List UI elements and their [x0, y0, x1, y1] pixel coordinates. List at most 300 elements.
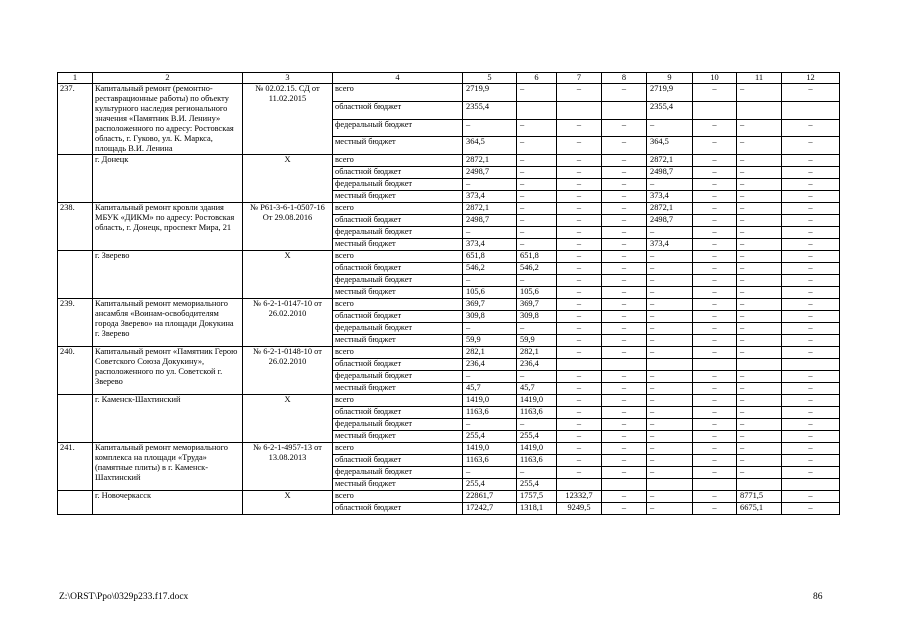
amount-cell: –	[693, 215, 737, 227]
amount-cell: –	[557, 203, 602, 215]
amount-cell: 1757,5	[517, 491, 557, 503]
amount-cell: –	[693, 383, 737, 395]
table-row	[58, 395, 840, 407]
amount-cell: –	[737, 137, 782, 155]
funding-source: федеральный бюджет	[333, 227, 463, 239]
funding-source: всего	[333, 347, 463, 359]
amount-cell: –	[557, 311, 602, 323]
amount-cell: –	[557, 431, 602, 443]
amount-cell: –	[517, 179, 557, 191]
funding-source: областной бюджет	[333, 455, 463, 467]
column-number: 9	[647, 73, 693, 84]
table-row	[58, 155, 840, 167]
amount-cell: –	[647, 275, 693, 287]
amount-cell: 2355,4	[463, 101, 517, 119]
amount-cell: –	[557, 119, 602, 137]
amount-cell: –	[557, 239, 602, 251]
amount-cell	[737, 359, 782, 371]
amount-cell: –	[602, 311, 647, 323]
amount-cell: 373,4	[647, 239, 693, 251]
amount-cell: –	[517, 203, 557, 215]
amount-cell: 282,1	[517, 347, 557, 359]
column-number: 1	[58, 73, 93, 84]
funding-source: областной бюджет	[333, 215, 463, 227]
funding-source: федеральный бюджет	[333, 419, 463, 431]
amount-cell: –	[782, 443, 840, 455]
amount-cell: –	[602, 239, 647, 251]
amount-cell: –	[647, 335, 693, 347]
amount-cell: –	[737, 203, 782, 215]
amount-cell: 1163,6	[517, 455, 557, 467]
funding-source: областной бюджет	[333, 311, 463, 323]
amount-cell: –	[557, 215, 602, 227]
amount-cell: 236,4	[463, 359, 517, 371]
amount-cell: –	[647, 503, 693, 515]
column-number: 4	[333, 73, 463, 84]
table-row	[58, 84, 840, 102]
object-name: г. Донецк	[93, 155, 243, 203]
amount-cell: –	[557, 443, 602, 455]
amount-cell: –	[782, 311, 840, 323]
funding-source: местный бюджет	[333, 479, 463, 491]
funding-source: местный бюджет	[333, 431, 463, 443]
amount-cell: –	[647, 395, 693, 407]
amount-cell: 364,5	[463, 137, 517, 155]
amount-cell: –	[782, 119, 840, 137]
amount-cell: –	[737, 443, 782, 455]
amount-cell: 282,1	[463, 347, 517, 359]
amount-cell: –	[782, 137, 840, 155]
amount-cell: –	[557, 227, 602, 239]
column-number: 6	[517, 73, 557, 84]
amount-cell: –	[693, 347, 737, 359]
amount-cell: –	[693, 167, 737, 179]
amount-cell: –	[463, 371, 517, 383]
amount-cell: 2719,9	[647, 84, 693, 102]
amount-cell: 59,9	[517, 335, 557, 347]
funding-source: областной бюджет	[333, 101, 463, 119]
amount-cell: –	[693, 419, 737, 431]
column-number: 3	[243, 73, 333, 84]
object-name: Капитальный ремонт (ремонтно-реставрационные работы) по объекту культурного наследия регионального значения «Памятник В.И. Ленину» расположенного по адресу: Ростовская область, г. Гуково, ул. К. Маркса, площадь В.И. Ленина	[93, 84, 243, 155]
amount-cell: –	[647, 431, 693, 443]
amount-cell: –	[602, 119, 647, 137]
amount-cell: –	[693, 503, 737, 515]
amount-cell: –	[782, 287, 840, 299]
amount-cell: –	[517, 137, 557, 155]
funding-source: всего	[333, 203, 463, 215]
amount-cell: –	[557, 419, 602, 431]
amount-cell: –	[517, 167, 557, 179]
amount-cell: 2872,1	[463, 203, 517, 215]
amount-cell: –	[737, 419, 782, 431]
amount-cell: 2498,7	[647, 167, 693, 179]
object-name: г. Зверево	[93, 251, 243, 299]
amount-cell: 105,6	[463, 287, 517, 299]
amount-cell: 369,7	[463, 299, 517, 311]
table-header-row	[58, 73, 840, 84]
amount-cell: –	[557, 395, 602, 407]
funding-source: местный бюджет	[333, 335, 463, 347]
amount-cell	[693, 101, 737, 119]
funding-source: всего	[333, 491, 463, 503]
amount-cell	[782, 479, 840, 491]
amount-cell: –	[647, 491, 693, 503]
funding-source: областной бюджет	[333, 407, 463, 419]
amount-cell: 373,4	[463, 239, 517, 251]
column-number: 11	[737, 73, 782, 84]
amount-cell: 2872,1	[647, 203, 693, 215]
amount-cell: –	[557, 383, 602, 395]
amount-cell	[557, 479, 602, 491]
amount-cell: –	[602, 347, 647, 359]
amount-cell: –	[517, 227, 557, 239]
funding-source: федеральный бюджет	[333, 467, 463, 479]
amount-cell: –	[557, 191, 602, 203]
object-name: г. Каменск-Шахтинский	[93, 395, 243, 443]
amount-cell: 255,4	[517, 479, 557, 491]
document-reference: № 6-2-1-0147-10 от 26.02.2010	[243, 299, 333, 347]
amount-cell: –	[693, 119, 737, 137]
funding-source: федеральный бюджет	[333, 179, 463, 191]
amount-cell: 546,2	[463, 263, 517, 275]
table-row	[58, 203, 840, 215]
amount-cell: –	[782, 275, 840, 287]
amount-cell	[557, 101, 602, 119]
amount-cell: –	[647, 311, 693, 323]
amount-cell	[647, 359, 693, 371]
amount-cell: 45,7	[463, 383, 517, 395]
amount-cell: –	[602, 251, 647, 263]
amount-cell	[782, 359, 840, 371]
amount-cell: –	[782, 467, 840, 479]
amount-cell: 17242,7	[463, 503, 517, 515]
item-number: 240.	[58, 347, 93, 395]
amount-cell: –	[602, 467, 647, 479]
table-row	[58, 251, 840, 263]
amount-cell: 6675,1	[737, 503, 782, 515]
amount-cell: 364,5	[647, 137, 693, 155]
amount-cell: –	[647, 299, 693, 311]
amount-cell: –	[693, 335, 737, 347]
document-reference: Х	[243, 395, 333, 443]
amount-cell: –	[602, 155, 647, 167]
amount-cell: –	[782, 227, 840, 239]
funding-source: местный бюджет	[333, 137, 463, 155]
amount-cell: –	[517, 119, 557, 137]
amount-cell: –	[737, 455, 782, 467]
amount-cell: –	[693, 299, 737, 311]
amount-cell: –	[693, 407, 737, 419]
amount-cell: 2498,7	[647, 215, 693, 227]
amount-cell: –	[517, 275, 557, 287]
amount-cell: –	[693, 287, 737, 299]
object-name: г. Новочеркасск	[93, 491, 243, 515]
amount-cell: –	[602, 137, 647, 155]
amount-cell: –	[693, 431, 737, 443]
amount-cell: –	[737, 383, 782, 395]
amount-cell: 309,8	[463, 311, 517, 323]
amount-cell: 1419,0	[517, 443, 557, 455]
amount-cell: –	[782, 431, 840, 443]
amount-cell: –	[737, 287, 782, 299]
amount-cell: –	[693, 491, 737, 503]
amount-cell: –	[647, 251, 693, 263]
amount-cell: 22861,7	[463, 491, 517, 503]
amount-cell: –	[602, 191, 647, 203]
amount-cell: 1419,0	[463, 395, 517, 407]
amount-cell: –	[647, 419, 693, 431]
amount-cell: –	[602, 227, 647, 239]
amount-cell: –	[782, 239, 840, 251]
item-number	[58, 491, 93, 515]
amount-cell: –	[782, 407, 840, 419]
funding-source: областной бюджет	[333, 167, 463, 179]
amount-cell: –	[782, 419, 840, 431]
amount-cell: –	[602, 395, 647, 407]
amount-cell: 8771,5	[737, 491, 782, 503]
amount-cell: –	[737, 263, 782, 275]
document-reference: № 02.02.15. СД от 11.02.2015	[243, 84, 333, 155]
amount-cell: 255,4	[463, 431, 517, 443]
amount-cell: –	[602, 287, 647, 299]
amount-cell: –	[782, 395, 840, 407]
amount-cell: –	[737, 155, 782, 167]
amount-cell: –	[782, 191, 840, 203]
amount-cell: –	[517, 84, 557, 102]
item-number: 239.	[58, 299, 93, 347]
amount-cell: –	[693, 155, 737, 167]
amount-cell: –	[782, 491, 840, 503]
amount-cell: –	[737, 395, 782, 407]
amount-cell: –	[693, 251, 737, 263]
amount-cell: –	[737, 431, 782, 443]
amount-cell: –	[737, 215, 782, 227]
amount-cell: –	[463, 227, 517, 239]
amount-cell: –	[557, 455, 602, 467]
amount-cell	[782, 101, 840, 119]
amount-cell: –	[782, 347, 840, 359]
column-number: 12	[782, 73, 840, 84]
amount-cell: –	[693, 467, 737, 479]
amount-cell: –	[693, 395, 737, 407]
amount-cell: –	[782, 383, 840, 395]
amount-cell: –	[557, 467, 602, 479]
amount-cell: –	[693, 275, 737, 287]
item-number	[58, 251, 93, 299]
amount-cell: 2498,7	[463, 167, 517, 179]
amount-cell: –	[557, 371, 602, 383]
object-name: Капитальный ремонт мемориального комплекса на площади «Труда» (памятные плиты) в г. Каменск-Шахтинский	[93, 443, 243, 491]
amount-cell	[693, 479, 737, 491]
object-name: Капитальный ремонт «Памятник Герою Советского Союза Докукину», расположенного по ул. Советской г. Зверево	[93, 347, 243, 395]
amount-cell: 373,4	[647, 191, 693, 203]
amount-cell: 1163,6	[463, 407, 517, 419]
amount-cell: –	[737, 251, 782, 263]
amount-cell: –	[737, 347, 782, 359]
amount-cell: –	[647, 119, 693, 137]
amount-cell: –	[782, 455, 840, 467]
amount-cell: –	[517, 215, 557, 227]
amount-cell: –	[602, 299, 647, 311]
document-reference: № 6-2-1-4957-13 от 13.08.2013	[243, 443, 333, 491]
amount-cell: –	[463, 179, 517, 191]
page-number: 86	[813, 592, 823, 602]
amount-cell: –	[737, 323, 782, 335]
amount-cell: –	[737, 407, 782, 419]
amount-cell: –	[782, 251, 840, 263]
amount-cell: –	[782, 263, 840, 275]
funding-source: всего	[333, 84, 463, 102]
funding-source: всего	[333, 251, 463, 263]
amount-cell	[557, 359, 602, 371]
amount-cell: –	[647, 323, 693, 335]
amount-cell: –	[602, 431, 647, 443]
amount-cell: –	[693, 311, 737, 323]
amount-cell: –	[463, 419, 517, 431]
amount-cell: –	[647, 455, 693, 467]
amount-cell: –	[517, 419, 557, 431]
amount-cell: –	[557, 275, 602, 287]
document-reference: № 6-2-1-0148-10 от 26.02.2010	[243, 347, 333, 395]
amount-cell: –	[602, 323, 647, 335]
item-number: 237.	[58, 84, 93, 155]
column-number: 5	[463, 73, 517, 84]
column-number: 7	[557, 73, 602, 84]
amount-cell: –	[693, 227, 737, 239]
amount-cell: –	[602, 263, 647, 275]
amount-cell: –	[602, 491, 647, 503]
amount-cell: –	[737, 179, 782, 191]
amount-cell	[602, 101, 647, 119]
amount-cell: –	[557, 263, 602, 275]
funding-source: федеральный бюджет	[333, 323, 463, 335]
amount-cell: 1163,6	[463, 455, 517, 467]
amount-cell: –	[602, 275, 647, 287]
amount-cell: –	[737, 84, 782, 102]
funding-source: местный бюджет	[333, 191, 463, 203]
funding-source: местный бюджет	[333, 383, 463, 395]
amount-cell: –	[782, 323, 840, 335]
amount-cell: –	[782, 84, 840, 102]
funding-source: всего	[333, 395, 463, 407]
funding-source: федеральный бюджет	[333, 275, 463, 287]
amount-cell: –	[782, 203, 840, 215]
amount-cell: 1163,6	[517, 407, 557, 419]
amount-cell	[602, 479, 647, 491]
amount-cell: –	[647, 383, 693, 395]
document-reference: Х	[243, 155, 333, 203]
amount-cell: 2498,7	[463, 215, 517, 227]
amount-cell: –	[737, 311, 782, 323]
amount-cell: –	[693, 203, 737, 215]
amount-cell: –	[782, 371, 840, 383]
amount-cell: –	[737, 371, 782, 383]
amount-cell: 651,8	[517, 251, 557, 263]
amount-cell: –	[647, 467, 693, 479]
amount-cell: –	[557, 299, 602, 311]
amount-cell: –	[557, 251, 602, 263]
amount-cell	[602, 359, 647, 371]
amount-cell: –	[647, 347, 693, 359]
funding-source: областной бюджет	[333, 359, 463, 371]
amount-cell: –	[647, 179, 693, 191]
document-page	[57, 72, 839, 515]
amount-cell: –	[557, 347, 602, 359]
amount-cell: 59,9	[463, 335, 517, 347]
amount-cell: –	[693, 263, 737, 275]
amount-cell: –	[737, 239, 782, 251]
column-number: 2	[93, 73, 243, 84]
column-number: 8	[602, 73, 647, 84]
amount-cell: –	[602, 383, 647, 395]
amount-cell: –	[737, 167, 782, 179]
amount-cell: –	[647, 227, 693, 239]
amount-cell: –	[782, 155, 840, 167]
table-body	[58, 73, 840, 515]
amount-cell: 546,2	[517, 263, 557, 275]
amount-cell: –	[557, 287, 602, 299]
amount-cell: –	[463, 323, 517, 335]
amount-cell: –	[782, 299, 840, 311]
document-reference: Х	[243, 251, 333, 299]
amount-cell: 369,7	[517, 299, 557, 311]
amount-cell: 2872,1	[647, 155, 693, 167]
item-number	[58, 155, 93, 203]
amount-cell: 2719,9	[463, 84, 517, 102]
amount-cell: –	[782, 503, 840, 515]
amount-cell: –	[463, 467, 517, 479]
amount-cell: 105,6	[517, 287, 557, 299]
item-number: 241.	[58, 443, 93, 491]
amount-cell: –	[557, 155, 602, 167]
object-name: Капитальный ремонт мемориального ансамбля «Воинам-освободителям города Зверево» на площади Докукина г. Зверево	[93, 299, 243, 347]
amount-cell: –	[602, 371, 647, 383]
amount-cell: –	[693, 443, 737, 455]
amount-cell: 45,7	[517, 383, 557, 395]
table-row	[58, 443, 840, 455]
amount-cell: –	[463, 275, 517, 287]
amount-cell: –	[737, 467, 782, 479]
amount-cell: –	[602, 215, 647, 227]
amount-cell: –	[557, 167, 602, 179]
amount-cell	[737, 101, 782, 119]
funding-source: областной бюджет	[333, 263, 463, 275]
funding-source: всего	[333, 443, 463, 455]
amount-cell: –	[602, 179, 647, 191]
amount-cell: 1419,0	[517, 395, 557, 407]
funding-source: местный бюджет	[333, 239, 463, 251]
amount-cell: –	[517, 467, 557, 479]
amount-cell: –	[737, 299, 782, 311]
column-number: 10	[693, 73, 737, 84]
amount-cell: –	[693, 191, 737, 203]
amount-cell: 2872,1	[463, 155, 517, 167]
amount-cell: –	[557, 407, 602, 419]
amount-cell: –	[517, 371, 557, 383]
amount-cell: –	[782, 179, 840, 191]
amount-cell	[517, 101, 557, 119]
amount-cell: –	[737, 227, 782, 239]
amount-cell: –	[557, 323, 602, 335]
amount-cell: –	[737, 275, 782, 287]
amount-cell: –	[737, 335, 782, 347]
amount-cell: –	[557, 335, 602, 347]
funding-source: всего	[333, 155, 463, 167]
amount-cell: –	[737, 119, 782, 137]
amount-cell: –	[693, 84, 737, 102]
amount-cell: –	[693, 455, 737, 467]
